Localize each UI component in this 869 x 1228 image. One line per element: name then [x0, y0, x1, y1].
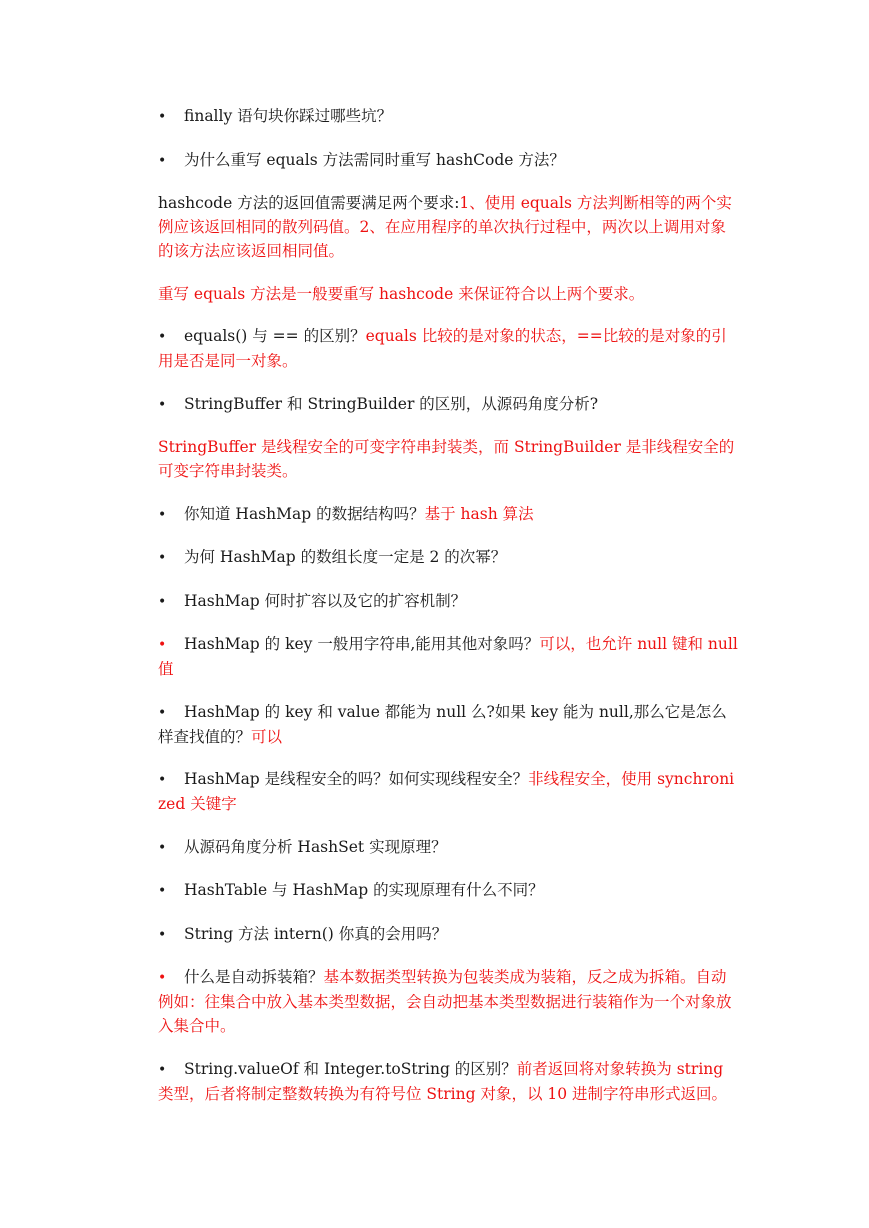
- paragraph: [158, 435, 738, 483]
- question-text: 为什么重写 equals 方法需同时重写 hashCode 方法？: [184, 150, 565, 169]
- answer-text: 可以: [251, 727, 283, 746]
- answer-text: 非线程安全，使用 synchronized 关键字: [158, 770, 735, 813]
- question-text: HashMap 的 key 和 value 都能为 null 么?如果 key 能为 null,那么它是怎么样查找值的？: [158, 702, 727, 746]
- bullet-icon: •: [158, 329, 167, 345]
- document-page: [158, 104, 738, 1124]
- bullet-icon: •: [158, 637, 167, 653]
- answer-text: 重写 equals 方法是一般要重写 hashcode 来保证符合以上两个要求。: [158, 284, 645, 303]
- answer-text: 可以，也允许 null 键和 null 值: [158, 635, 738, 678]
- bullet-icon: •: [158, 704, 167, 721]
- question-text: HashMap 何时扩容以及它的扩容机制？: [184, 591, 467, 610]
- question-text: StringBuffer 和 StringBuilder 的区别，从源码角度分析?: [184, 394, 599, 413]
- bullet-icon: •: [158, 926, 167, 943]
- answer-text: 基于 hash 算法: [424, 504, 534, 523]
- list-item: [158, 878, 738, 903]
- question-text: HashTable 与 HashMap 的实现原理有什么不同？: [184, 881, 544, 899]
- bullet-icon: •: [158, 772, 167, 788]
- question-text: HashMap 的 key 一般用字符串,能用其他对象吗？: [184, 635, 540, 653]
- bullet-icon: •: [158, 506, 167, 523]
- bullet-icon: •: [158, 152, 167, 169]
- question-text: equals() 与 == 的区别？: [184, 327, 366, 345]
- bullet-icon: •: [158, 396, 167, 413]
- list-item: [158, 922, 738, 947]
- bullet-icon: •: [158, 550, 167, 566]
- list-item: [158, 700, 738, 749]
- list-item: [158, 392, 738, 417]
- bullet-icon: •: [158, 593, 167, 610]
- question-text: 什么是自动拆装箱？: [184, 968, 324, 986]
- list-item: [158, 632, 738, 681]
- question-text: String 方法 intern() 你真的会用吗？: [184, 924, 448, 943]
- answer-text: 1、使用 equals 方法判断相等的两个实例应该返回相同的散列码值。2、在应用程序的单次执行过程中，两次以上调用对象的该方法应该返回相同值。: [158, 194, 732, 260]
- answer-text: StringBuffer 是线程安全的可变字符串封装类，而 StringBuilder 是非线程安全的可变字符串封装类。: [158, 438, 735, 480]
- question-text: hashcode 方法的返回值需要满足两个要求:: [158, 194, 460, 212]
- paragraph: [158, 191, 738, 263]
- question-text: 为何 HashMap 的数组长度一定是 2 的次幂？: [184, 548, 507, 566]
- question-text: String.valueOf 和 Integer.toString 的区别？: [184, 1059, 517, 1078]
- bullet-icon: •: [158, 839, 167, 856]
- list-item: [158, 148, 738, 173]
- list-item: [158, 835, 738, 860]
- list-item: [158, 965, 738, 1038]
- question-text: HashMap 是线程安全的吗？如何实现线程安全？: [184, 770, 529, 788]
- question-text: 你知道 HashMap 的数据结构吗？: [184, 504, 425, 523]
- paragraph: [158, 282, 738, 306]
- answer-text: 基本数据类型转换为包装类成为装箱，反之成为拆箱。自动例如：往集合中放入基本类型数据，会自动把基本类型数据进行装箱作为一个对象放入集合中。: [158, 968, 732, 1035]
- list-item: [158, 1057, 738, 1106]
- list-item: [158, 502, 738, 527]
- question-text: 从源码角度分析 HashSet 实现原理？: [184, 837, 447, 856]
- bullet-icon: •: [158, 1061, 167, 1078]
- bullet-icon: •: [158, 109, 167, 125]
- list-item: [158, 589, 738, 614]
- list-item: [158, 104, 738, 129]
- list-item: [158, 767, 738, 816]
- question-text: finally 语句块你踩过哪些坑？: [184, 107, 393, 125]
- bullet-icon: •: [158, 970, 167, 986]
- list-item: [158, 545, 738, 570]
- answer-text: 前者返回将对象转换为 string 类型，后者将制定整数转换为有符号位 String 对象，以 10 进制字符串形式返回。: [158, 1059, 728, 1103]
- list-item: [158, 324, 738, 373]
- answer-text: equals 比较的是对象的状态，==比较的是对象的引用是否是同一对象。: [158, 327, 727, 370]
- bullet-icon: •: [158, 883, 167, 899]
